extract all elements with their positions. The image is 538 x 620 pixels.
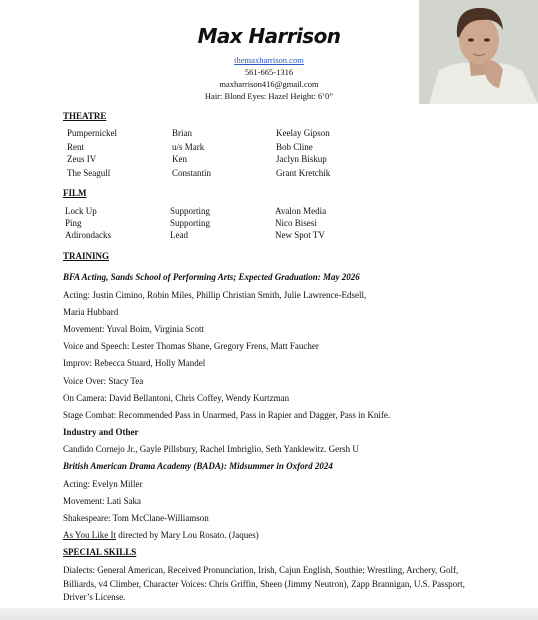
credit-company: Keelay Gipson <box>276 128 330 138</box>
credit-role: Supporting <box>170 218 211 228</box>
special-skills-text: Dialects: General American, Received Pronunciation, Irish, Cajun English, Southie; Wrestling, Archery, Golf, Billiards, v4 Climber, Character Voices: Chris Griffin, Sheen (Jimmy Neutron), Zapp Brannigan, U.S. Passport, Driver’s License. <box>63 565 465 602</box>
industry-list: Candido Cornejo Jr., Gayle Pillsbury, Rachel Imbriglio, Seth Yanklewitz. Gersh U <box>63 444 359 454</box>
play-title: As You Like It <box>63 530 117 540</box>
bfa-program-title: BFA Acting, Sands School of Performing Arts; Expected Graduation: May 2026 <box>63 272 360 282</box>
training-voice-speech: Voice and Speech: Lester Thomas Shane, Gregory Frens, Matt Faucher <box>63 341 319 351</box>
training-on-camera: On Camera: David Bellantoni, Chris Coffey, Wendy Kurtzman <box>63 393 290 403</box>
credit-title: Zeus IV <box>67 154 97 164</box>
film-row <box>0 230 538 243</box>
training-movement: Movement: Yuval Boim, Virginia Scott <box>63 324 205 334</box>
credit-title: Rent <box>67 142 84 152</box>
email-address: maxharrison416@gmail.com <box>219 79 319 89</box>
bada-shakespeare: Shakespeare: Tom McClane-Williamson <box>63 513 209 523</box>
credit-role: Constantin <box>172 168 212 178</box>
special-skills-heading: SPECIAL SKILLS <box>63 547 137 557</box>
training-acting: Acting: Justin Cimino, Robin Miles, Phillip Christian Smith, Julie Lawrence-Edsell, <box>63 290 367 300</box>
film-heading: FILM <box>63 188 87 198</box>
industry-heading: Industry and Other <box>63 427 139 437</box>
credit-role: Ken <box>172 154 187 164</box>
theatre-row <box>0 154 538 167</box>
bada-program-title: British American Drama Academy (BADA): Midsummer in Oxford 2024 <box>63 461 333 471</box>
credit-company: Grant Kretchik <box>276 168 331 178</box>
credit-title: Pumpernickel <box>67 128 117 138</box>
training-stage-combat: Stage Combat: Recommended Pass in Unarmed, Pass in Rapier and Dagger, Pass in Knife. <box>63 410 391 420</box>
credit-role: Brian <box>172 128 192 138</box>
training-heading: TRAINING <box>63 251 110 261</box>
credit-company: Bob Cline <box>276 142 313 152</box>
bada-movement: Movement: Lati Saka <box>63 496 141 506</box>
page-bottom-edge <box>0 608 538 620</box>
physical-attributes: Hair: Blond Eyes: Hazel Height: 6’0” <box>204 91 334 101</box>
theatre-heading: THEATRE <box>63 111 107 121</box>
bada-production <box>63 530 259 540</box>
credit-role: u/s Mark <box>172 142 205 152</box>
training-acting-cont: Maria Hubbard <box>63 307 119 317</box>
credit-company: Avalon Media <box>275 206 327 216</box>
credit-title: Adirondacks <box>65 230 111 240</box>
training-improv: Improv: Rebecca Stuard, Holly Mandel <box>63 358 206 368</box>
credit-title: Ping <box>65 218 82 228</box>
phone-number: 561-665-1316 <box>244 67 294 77</box>
credit-role: Lead <box>170 230 188 240</box>
theatre-row <box>0 168 538 181</box>
bada-acting: Acting: Evelyn Miller <box>63 479 143 489</box>
theatre-row <box>0 128 538 141</box>
credit-company: Jaclyn Biskup <box>276 154 327 164</box>
credit-title: Lock Up <box>65 206 97 216</box>
play-details: directed by Mary Lou Rosato. (Jaques) <box>116 530 259 540</box>
credit-company: New Spot TV <box>275 230 325 240</box>
website-link[interactable]: themaxharrison.com <box>234 55 304 65</box>
training-voice-over: Voice Over: Stacy Tea <box>63 376 144 386</box>
credit-title: The Seagull <box>67 168 111 178</box>
credit-company: Nico Bisesi <box>275 218 317 228</box>
credit-role: Supporting <box>170 206 211 216</box>
applicant-name: Max Harrison <box>197 24 341 48</box>
